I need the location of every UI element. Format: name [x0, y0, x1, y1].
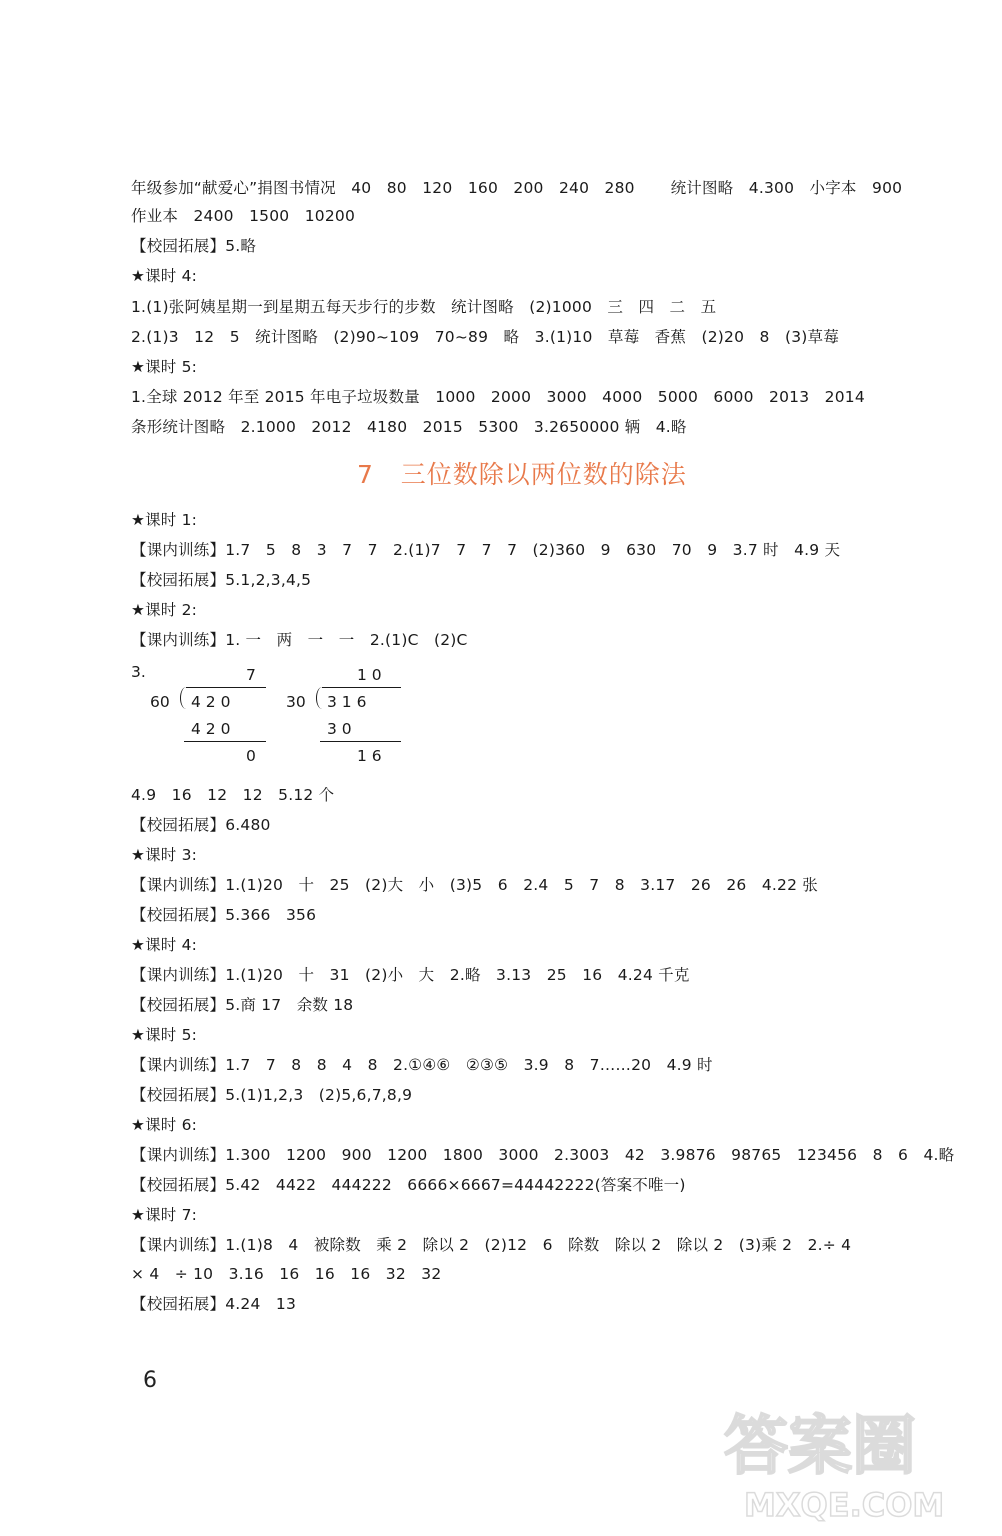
text-line: 作业本 2400 1500 10200 — [131, 207, 356, 225]
page-number: 6 — [143, 1368, 157, 1393]
text-line: ★课时 2: — [131, 601, 198, 619]
text-line: 【校园拓展】5.366 356 — [131, 906, 317, 924]
text-line: 【校园拓展】5.略 — [131, 237, 257, 255]
text-line: ★课时 5: — [131, 1026, 198, 1044]
text-line: 【校园拓展】6.480 — [131, 816, 271, 834]
watermark-main-text: 答案圈 — [724, 1410, 916, 1484]
text-line: 2.(1)3 12 5 统计图略 (2)90~109 70~89 略 3.(1)10 草莓 香蕉 (2)20 8 (3)草莓 — [131, 328, 839, 346]
text-line: × 4 ÷ 10 3.16 16 16 16 32 32 — [131, 1265, 442, 1283]
division-bar — [186, 687, 266, 688]
text-line: 【课内训练】1. 一 两 一 一 2.(1)C (2)C — [131, 631, 468, 649]
text-line: 1.全球 2012 年至 2015 年电子垃圾数量 1000 2000 3000 4000 5000 6000 2013 2014 — [131, 388, 865, 406]
division-bracket — [316, 687, 325, 709]
text-line: 1.(1)张阿姨星期一到星期五每天步行的步数 统计图略 (2)1000 三 四 二 五 — [131, 298, 717, 316]
text-line: ★课时 7: — [131, 1206, 198, 1224]
text-line: 4.9 16 12 12 5.12 个 — [131, 786, 335, 804]
section-title: 7 三位数除以两位数的除法 — [357, 460, 687, 489]
dividend: 3 1 6 — [327, 693, 367, 711]
divisor: 30 — [286, 693, 306, 711]
text-line: 【校园拓展】5.(1)1,2,3 (2)5,6,7,8,9 — [131, 1086, 413, 1104]
text-line: ★课时 3: — [131, 846, 198, 864]
remainder: 1 6 — [357, 747, 382, 765]
watermark-url-text: MXQE.COM — [744, 1486, 945, 1524]
text-line: 【校园拓展】5.1,2,3,4,5 — [131, 571, 312, 589]
text-line: 【校园拓展】4.24 13 — [131, 1295, 297, 1313]
text-line: 【课内训练】1.7 7 8 8 4 8 2.①④⑥ ②③⑤ 3.9 8 7……20 4.9 时 — [131, 1056, 713, 1074]
text-line: ★课时 4: — [131, 267, 198, 285]
division-bracket — [180, 687, 189, 709]
watermark-logo — [704, 1338, 984, 1528]
divisor: 60 — [150, 693, 170, 711]
question-label: 3. — [131, 663, 146, 681]
text-line: 条形统计图略 2.1000 2012 4180 2015 5300 3.2650000 辆 4.略 — [131, 418, 687, 436]
product: 4 2 0 — [191, 720, 231, 738]
text-line: 【校园拓展】5.42 4422 444222 6666×6667=44442222(答案不唯一) — [131, 1176, 686, 1194]
remainder: 0 — [246, 747, 256, 765]
subtraction-bar — [320, 741, 401, 742]
text-line: 【课内训练】1.(1)8 4 被除数 乘 2 除以 2 (2)12 6 除数 除以 2 除以 2 (3)乘 2 2.÷ 4 — [131, 1236, 852, 1254]
quotient: 1 0 — [357, 666, 382, 684]
text-line: ★课时 4: — [131, 936, 198, 954]
text-line: 【校园拓展】5.商 17 余数 18 — [131, 996, 354, 1014]
text-line: 年级参加“献爱心”捐图书情况 40 80 120 160 200 240 280 统计图略 4.300 小字本 900 — [131, 179, 903, 197]
division-bar — [322, 687, 401, 688]
text-line: 【课内训练】1.300 1200 900 1200 1800 3000 2.3003 42 3.9876 98765 123456 8 6 4.略 — [131, 1146, 955, 1164]
text-line: 【课内训练】1.(1)20 十 31 (2)小 大 2.略 3.13 25 16 4.24 千克 — [131, 966, 690, 984]
product: 3 0 — [327, 720, 352, 738]
text-line: ★课时 6: — [131, 1116, 198, 1134]
text-line: ★课时 5: — [131, 358, 198, 376]
text-line: ★课时 1: — [131, 511, 198, 529]
dividend: 4 2 0 — [191, 693, 231, 711]
quotient: 7 — [246, 666, 256, 684]
text-line: 【课内训练】1.(1)20 十 25 (2)大 小 (3)5 6 2.4 5 7 8 3.17 26 26 4.22 张 — [131, 876, 818, 894]
subtraction-bar — [184, 741, 266, 742]
text-line: 【课内训练】1.7 5 8 3 7 7 2.(1)7 7 7 7 (2)360 9 630 70 9 3.7 时 4.9 天 — [131, 541, 841, 559]
